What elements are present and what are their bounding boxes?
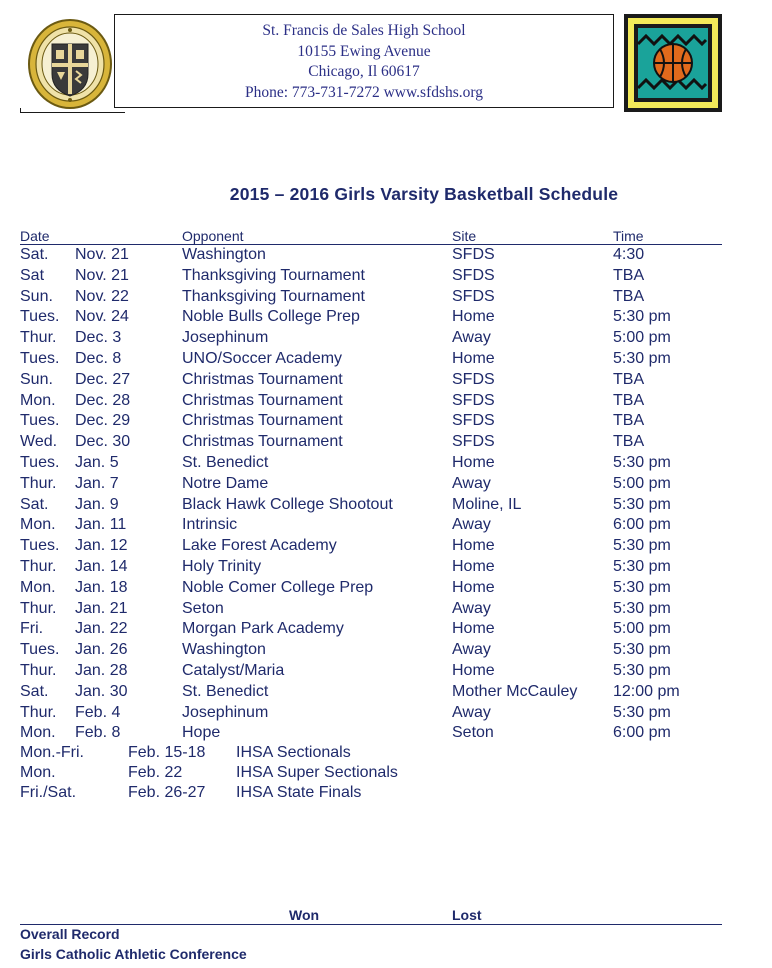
game-site: Away (452, 641, 491, 659)
game-time: 5:30 pm (613, 537, 671, 555)
school-name: St. Francis de Sales High School (262, 22, 466, 39)
game-time: TBA (613, 370, 645, 388)
game-day: Tues. (20, 641, 60, 659)
game-opponent: Josephinum (182, 703, 269, 721)
game-date: Dec. 8 (75, 349, 122, 367)
game-opponent: Catalyst/Maria (182, 661, 285, 679)
game-date: Jan. 5 (75, 453, 119, 471)
game-date: Jan. 14 (75, 557, 128, 575)
game-date: Jan. 21 (75, 599, 128, 617)
schedule-row (20, 599, 722, 620)
game-date: Jan. 28 (75, 661, 128, 679)
playoff-row (20, 763, 722, 783)
game-day: Tues. (20, 412, 60, 430)
column-site: Site (452, 228, 477, 244)
game-time: 5:30 pm (613, 703, 671, 721)
game-time: TBA (613, 287, 645, 305)
schedule-row (20, 432, 722, 453)
schedule-row (20, 370, 722, 391)
game-day: Sat (20, 266, 45, 284)
game-date: Nov. 21 (75, 246, 129, 263)
game-site: SFDS (452, 370, 495, 388)
game-date: Feb. 8 (75, 724, 121, 742)
game-date: Jan. 7 (75, 474, 119, 492)
schedule-row (20, 266, 722, 287)
game-opponent: Christmas Tournament (182, 412, 343, 430)
game-date: Dec. 28 (75, 391, 131, 409)
game-site: Home (452, 453, 495, 471)
game-site: Away (452, 703, 491, 721)
game-time: TBA (613, 266, 645, 284)
game-date: Nov. 24 (75, 308, 129, 326)
game-time: 5:30 pm (613, 349, 671, 367)
conference-label: Girls Catholic Athletic Conference (20, 946, 247, 962)
column-opponent: Opponent (182, 228, 244, 244)
playoff-row (20, 783, 722, 803)
game-day: Thur. (20, 474, 57, 492)
lost-label: Lost (452, 907, 482, 923)
game-opponent: Noble Comer College Prep (182, 578, 374, 596)
schedule-row (20, 474, 722, 495)
column-date: Date (20, 228, 50, 244)
game-opponent: Lake Forest Academy (182, 537, 337, 555)
basketball-logo (624, 14, 722, 112)
game-day: Thur. (20, 661, 57, 679)
schedule-row (20, 349, 722, 370)
playoff-day: Fri./Sat. (20, 784, 77, 801)
game-opponent: Intrinsic (182, 516, 238, 534)
game-date: Jan. 30 (75, 682, 128, 700)
game-day: Sat. (20, 495, 49, 513)
game-site: Home (452, 308, 495, 326)
game-site: SFDS (452, 433, 495, 451)
game-opponent: Noble Bulls College Prep (182, 308, 360, 326)
game-time: 5:30 pm (613, 641, 671, 659)
game-day: Mon. (20, 724, 56, 742)
game-day: Mon. (20, 578, 56, 596)
game-opponent: Josephinum (182, 329, 269, 347)
game-opponent: Christmas Tournament (182, 391, 343, 409)
game-day: Thur. (20, 703, 57, 721)
school-address: 10155 Ewing Avenue (297, 42, 431, 60)
won-label: Won (289, 907, 320, 923)
playoff-date: Feb. 15-18 (128, 744, 206, 761)
game-date: Jan. 18 (75, 578, 128, 596)
game-time: 5:30 pm (613, 578, 671, 596)
game-site: SFDS (452, 412, 495, 430)
game-time: TBA (613, 391, 645, 409)
game-time: TBA (613, 412, 645, 430)
game-opponent: Washington (182, 246, 266, 263)
game-site: SFDS (452, 266, 495, 284)
schedule-row (20, 453, 722, 474)
game-opponent: St. Benedict (182, 682, 269, 700)
game-day: Fri. (20, 620, 44, 638)
game-site: Moline, IL (452, 495, 522, 513)
game-day: Wed. (20, 433, 58, 451)
game-site: Home (452, 557, 495, 575)
schedule-row (20, 619, 722, 640)
game-opponent: Hope (182, 724, 221, 742)
game-date: Jan. 22 (75, 620, 128, 638)
game-time: 5:00 pm (613, 474, 671, 492)
game-date: Nov. 21 (75, 266, 129, 284)
game-site: Away (452, 329, 491, 347)
school-contact: Phone: 773-731-7272 www.sfdshs.org (244, 83, 484, 101)
game-day: Tues. (20, 537, 60, 555)
game-site: Away (452, 516, 491, 534)
playoff-event: IHSA Super Sectionals (236, 764, 398, 781)
game-day: Tues. (20, 453, 60, 471)
game-date: Jan. 11 (75, 516, 127, 534)
playoff-event: IHSA State Finals (236, 784, 362, 801)
schedule-row (20, 723, 722, 744)
game-day: Thur. (20, 599, 57, 617)
game-site: SFDS (452, 391, 495, 409)
schedule-row (20, 245, 722, 266)
schedule-row (20, 682, 722, 703)
game-date: Feb. 4 (75, 703, 121, 721)
schedule-row (20, 391, 722, 412)
game-opponent: Christmas Tournament (182, 433, 343, 451)
schedule-row (20, 515, 722, 536)
game-opponent: Holy Trinity (182, 557, 262, 575)
game-day: Mon. (20, 516, 56, 534)
game-opponent: Seton (182, 599, 224, 617)
game-site: Home (452, 620, 495, 638)
game-site: Away (452, 474, 491, 492)
game-time: 6:00 pm (613, 516, 671, 534)
schedule-row (20, 307, 722, 328)
schedule-table (20, 245, 722, 744)
game-day: Sun. (20, 370, 53, 388)
record-header (20, 907, 722, 925)
game-time: 5:30 pm (613, 308, 671, 326)
schedule-row (20, 578, 722, 599)
game-day: Thur. (20, 329, 57, 347)
game-opponent: Notre Dame (182, 474, 269, 492)
game-site: SFDS (452, 246, 495, 263)
schedule-row (20, 411, 722, 432)
schedule-row (20, 328, 722, 349)
game-time: TBA (613, 433, 645, 451)
game-time: 12:00 pm (613, 682, 680, 700)
game-day: Sat. (20, 246, 49, 263)
game-date: Dec. 3 (75, 329, 122, 347)
game-day: Tues. (20, 308, 60, 326)
game-date: Dec. 30 (75, 433, 131, 451)
game-site: Home (452, 661, 495, 679)
playoff-date: Feb. 22 (128, 764, 183, 781)
game-site: Mother McCauley (452, 682, 578, 700)
game-date: Dec. 27 (75, 370, 131, 388)
playoff-event: IHSA Sectionals (236, 744, 351, 761)
playoff-row (20, 743, 722, 763)
school-city: Chicago, Il 60617 (308, 63, 420, 80)
game-time: 5:30 pm (613, 661, 671, 679)
game-site: Home (452, 578, 495, 596)
game-time: 5:30 pm (613, 599, 671, 617)
schedule-title: 2015 – 2016 Girls Varsity Basketball Schedule (229, 184, 619, 204)
game-day: Sat. (20, 682, 49, 700)
schedule-row (20, 703, 722, 724)
game-date: Jan. 9 (75, 495, 119, 513)
playoff-list (20, 743, 722, 803)
schedule-header-row (20, 228, 722, 245)
game-opponent: Washington (182, 641, 266, 659)
schedule-row (20, 640, 722, 661)
game-site: Away (452, 599, 491, 617)
game-opponent: Thanksgiving Tournament (182, 266, 365, 284)
game-site: Home (452, 537, 495, 555)
game-date: Nov. 22 (75, 287, 129, 305)
game-opponent: UNO/Soccer Academy (182, 349, 343, 367)
game-time: 5:30 pm (613, 557, 671, 575)
game-site: Home (452, 349, 495, 367)
playoff-day: Mon.-Fri. (20, 744, 84, 761)
game-date: Jan. 26 (75, 641, 128, 659)
game-time: 5:30 pm (613, 495, 671, 513)
schedule-row (20, 495, 722, 516)
game-time: 4:30 (613, 246, 645, 263)
game-opponent: Morgan Park Academy (182, 620, 344, 638)
game-date: Dec. 29 (75, 412, 131, 430)
school-header (114, 14, 614, 108)
game-opponent: St. Benedict (182, 453, 269, 471)
game-day: Sun. (20, 287, 53, 305)
schedule-row (20, 536, 722, 557)
game-day: Thur. (20, 557, 57, 575)
column-time: Time (613, 228, 644, 244)
schedule-row (20, 287, 722, 308)
game-opponent: Thanksgiving Tournament (182, 287, 365, 305)
game-time: 6:00 pm (613, 724, 671, 742)
game-date: Jan. 12 (75, 537, 128, 555)
game-day: Tues. (20, 349, 60, 367)
game-time: 5:00 pm (613, 329, 671, 347)
game-day: Mon. (20, 391, 56, 409)
schedule-row (20, 557, 722, 578)
game-site: Seton (452, 724, 494, 742)
game-time: 5:00 pm (613, 620, 671, 638)
schedule-row (20, 661, 722, 682)
game-time: 5:30 pm (613, 453, 671, 471)
header-divider (20, 108, 125, 113)
game-opponent: Christmas Tournament (182, 370, 343, 388)
overall-record-label: Overall Record (20, 926, 120, 942)
playoff-day: Mon. (20, 764, 56, 781)
game-opponent: Black Hawk College Shootout (182, 495, 393, 513)
playoff-date: Feb. 26-27 (128, 784, 206, 801)
school-seal-logo (26, 16, 114, 112)
game-site: SFDS (452, 287, 495, 305)
